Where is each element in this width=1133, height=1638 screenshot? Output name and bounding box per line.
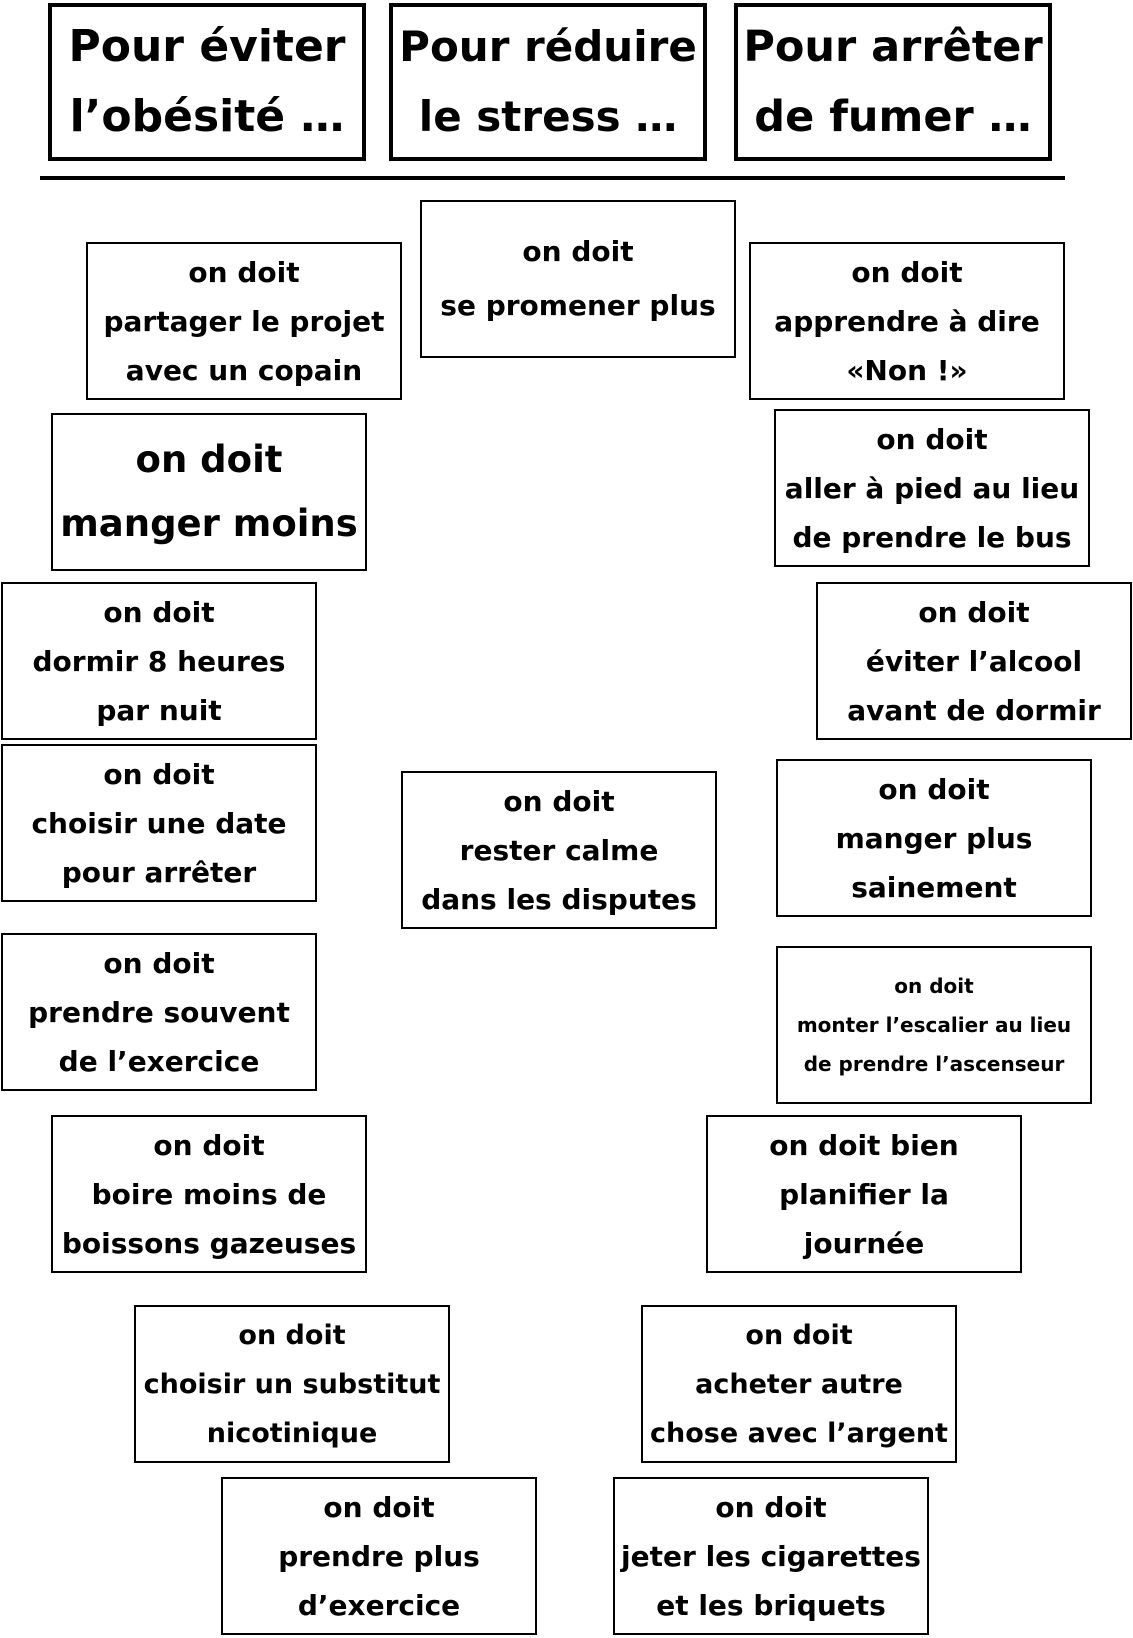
- card-dire-non[interactable]: [749, 242, 1065, 400]
- header-line: de fumer …: [754, 92, 1032, 142]
- header-fumer: [734, 3, 1052, 161]
- card-line: par nuit: [96, 693, 222, 727]
- header-line: Pour éviter: [68, 21, 346, 72]
- card-manger-sainement[interactable]: [776, 759, 1092, 917]
- card-partager-projet[interactable]: [86, 242, 402, 400]
- card-line: planifier la: [779, 1177, 949, 1211]
- card-line: choisir un substitut: [143, 1368, 441, 1400]
- card-line: rester calme: [459, 833, 659, 867]
- header-stress: [389, 3, 707, 161]
- card-line: on doit: [851, 255, 963, 289]
- card-line: de prendre le bus: [792, 520, 1072, 554]
- header-line: le stress …: [418, 92, 678, 141]
- card-manger-moins[interactable]: [51, 413, 367, 571]
- card-dormir[interactable]: [1, 582, 317, 740]
- card-acheter-autre[interactable]: [641, 1305, 957, 1463]
- card-line: dans les disputes: [421, 882, 697, 916]
- header-line: l’obésité …: [69, 91, 345, 142]
- card-line: pour arrêter: [61, 855, 257, 889]
- card-line: on doit: [503, 784, 615, 818]
- card-line: éviter l’alcool: [865, 644, 1083, 678]
- divider: [40, 176, 1065, 180]
- header-obesite: [48, 3, 366, 161]
- card-line: on doit: [745, 1319, 853, 1351]
- card-line: sainement: [851, 870, 1017, 904]
- card-line: on doit: [894, 973, 974, 998]
- card-line: on doit: [153, 1128, 265, 1162]
- card-line: partager le projet: [103, 304, 385, 338]
- card-line: avant de dormir: [847, 693, 1101, 727]
- card-line: manger plus: [835, 821, 1033, 855]
- card-line: on doit bien: [769, 1128, 959, 1162]
- card-line: jeter les cigarettes: [621, 1539, 921, 1573]
- card-aller-a-pied[interactable]: [774, 409, 1090, 567]
- card-line: aller à pied au lieu: [784, 471, 1080, 505]
- card-line: de l’exercice: [58, 1044, 260, 1078]
- card-rester-calme[interactable]: [401, 771, 717, 929]
- card-line: on doit: [918, 595, 1030, 629]
- card-plus-exercice[interactable]: [221, 1477, 537, 1635]
- card-line: boire moins de: [91, 1177, 327, 1211]
- card-jeter-cigarettes[interactable]: [613, 1477, 929, 1635]
- card-line: acheter autre: [695, 1368, 903, 1400]
- card-line: on doit: [103, 595, 215, 629]
- card-monter-escalier[interactable]: [776, 946, 1092, 1104]
- card-line: on doit: [103, 946, 215, 980]
- card-line: on doit: [715, 1490, 827, 1524]
- header-line: Pour arrêter: [743, 22, 1043, 72]
- card-planifier-journee[interactable]: [706, 1115, 1022, 1273]
- card-line: prendre plus: [278, 1539, 480, 1573]
- card-line: choisir une date: [31, 806, 287, 840]
- card-line: «Non !»: [846, 353, 968, 387]
- card-line: on doit: [188, 255, 300, 289]
- card-line: manger moins: [60, 502, 358, 545]
- card-line: et les briquets: [656, 1588, 886, 1622]
- card-line: dormir 8 heures: [32, 644, 286, 678]
- card-se-promener[interactable]: [420, 200, 736, 358]
- card-boire-moins[interactable]: [51, 1115, 367, 1273]
- card-line: journée: [803, 1226, 925, 1260]
- card-line: on doit: [103, 757, 215, 791]
- header-line: Pour réduire: [399, 22, 697, 71]
- card-line: de prendre l’ascenseur: [803, 1051, 1065, 1076]
- card-line: on doit: [135, 438, 283, 481]
- card-line: se promener plus: [440, 289, 716, 322]
- card-prendre-exercice[interactable]: [1, 933, 317, 1091]
- card-line: chose avec l’argent: [650, 1417, 948, 1449]
- card-line: on doit: [238, 1319, 346, 1351]
- card-line: on doit: [876, 422, 988, 456]
- card-line: avec un copain: [125, 353, 363, 387]
- card-line: on doit: [878, 772, 990, 806]
- card-line: apprendre à dire: [774, 304, 1040, 338]
- card-line: on doit: [522, 235, 634, 268]
- card-line: on doit: [323, 1490, 435, 1524]
- card-eviter-alcool[interactable]: [816, 582, 1132, 740]
- card-line: nicotinique: [206, 1417, 378, 1449]
- card-line: boissons gazeuses: [61, 1226, 357, 1260]
- card-line: monter l’escalier au lieu: [796, 1012, 1072, 1037]
- card-line: prendre souvent: [28, 995, 290, 1029]
- card-choisir-date[interactable]: [1, 744, 317, 902]
- card-line: d’exercice: [297, 1588, 461, 1622]
- card-substitut-nicotinique[interactable]: [134, 1305, 450, 1463]
